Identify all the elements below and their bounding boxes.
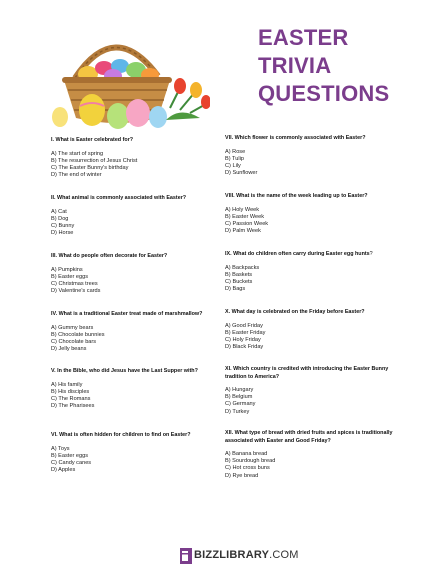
question-7	[225, 135, 400, 177]
footer-brand	[194, 549, 299, 561]
answer-option: D) The Pharisees	[51, 403, 95, 410]
question-title: VI. What is often hidden for children to find on Easter?	[51, 432, 191, 438]
answer-option: A) Toys	[51, 445, 70, 452]
answer-option: A) Rose	[225, 148, 246, 155]
answer-option: B) Belgium	[225, 394, 253, 401]
answer-options	[51, 267, 216, 296]
answer-option: D) Turkey	[225, 408, 250, 415]
answer-option: A) Pumpkins	[51, 266, 83, 273]
bizzlibrary-logo-icon	[180, 548, 192, 564]
question-2	[51, 195, 216, 237]
brand-name: BIZZLIBRARY	[194, 549, 270, 561]
answer-option: C) Lily	[225, 162, 241, 169]
question-8	[225, 193, 405, 235]
answer-option: A) The start of spring	[51, 150, 104, 157]
answer-options	[51, 382, 221, 411]
answer-option: B) The resurrection of Jesus Christ	[51, 157, 138, 164]
question-title: XI. Which country is credited with introducing the Easter Bunny tradition to America?	[225, 366, 389, 380]
answer-options	[225, 451, 393, 480]
answer-option: B) Chocolate bunnies	[51, 331, 105, 338]
answer-option: B) Easter Friday	[225, 329, 266, 336]
question-4	[51, 311, 221, 353]
answer-option: B) Easter eggs	[51, 273, 88, 280]
answer-option: A) Banana bread	[225, 451, 268, 457]
answer-option: D) Sunflower	[225, 170, 258, 177]
answer-option: D) Palm Week	[225, 228, 261, 235]
question-title: XII. What type of bread with dried fruits and spices is traditionally associated with Easter and Good Friday?	[225, 430, 393, 444]
question-9	[225, 251, 405, 293]
question-12	[225, 430, 393, 480]
answer-option: B) Sourdough bread	[225, 458, 276, 465]
answer-options	[225, 207, 405, 236]
answer-option: A) Backpacks	[225, 264, 260, 271]
question-title: VIII. What is the name of the week leading up to Easter?	[225, 193, 368, 199]
easter-basket-image	[30, 18, 210, 133]
answer-option: C) The Easter Bunny's birthday	[51, 164, 129, 171]
question-title: III. What do people often decorate for Easter?	[51, 253, 168, 259]
answer-option: B) Dog	[51, 215, 69, 222]
answer-option: A) Cat	[51, 208, 67, 215]
answer-option: C) Passion Week	[225, 220, 269, 227]
question-title: VII. Which flower is commonly associated with Easter?	[225, 135, 366, 141]
answer-option: C) Holy Friday	[225, 336, 261, 343]
answer-options	[225, 387, 393, 416]
title-line-1: EASTER TRIVIA	[258, 25, 349, 78]
brand-domain: .COM	[269, 549, 299, 561]
answer-option: B) Baskets	[225, 271, 253, 278]
answer-options	[51, 151, 216, 180]
question-title-text: IX. What do children often carry during Easter egg hunts	[225, 251, 370, 257]
answer-option: A) His family	[51, 381, 83, 388]
answer-option: C) Chocolate bars	[51, 338, 97, 345]
answer-option: B) Easter Week	[225, 213, 265, 220]
answer-option: B) His disciples	[51, 388, 90, 395]
answer-option: B) Tulip	[225, 155, 244, 162]
question-title: IV. What is a traditional Easter treat made of marshmallow?	[51, 311, 203, 317]
question-3	[51, 253, 216, 295]
answer-option: C) Hot cross buns	[225, 465, 270, 472]
answer-option: D) Valentine's cards	[51, 288, 101, 295]
answer-options	[225, 265, 405, 294]
question-title: I. What is Easter celebrated for?	[51, 137, 134, 143]
answer-options	[51, 209, 216, 238]
answer-option: D) Apples	[51, 467, 76, 474]
question-title: II. What animal is commonly associated with Easter?	[51, 195, 187, 201]
answer-options	[51, 325, 221, 354]
answer-option: C) Candy canes	[51, 459, 92, 466]
answer-option: D) Horse	[51, 230, 74, 237]
answer-option: B) Easter eggs	[51, 452, 88, 459]
answer-option: C) The Romans	[51, 395, 91, 402]
question-title: X. What day is celebrated on the Friday before Easter?	[225, 309, 365, 315]
question-title: V. In the Bible, who did Jesus have the Last Supper with?	[51, 368, 198, 374]
answer-option: C) Germany	[225, 401, 256, 408]
answer-options	[51, 446, 221, 475]
question-title	[225, 251, 405, 259]
answer-option: C) Christmas trees	[51, 280, 98, 287]
title-line-2: QUESTIONS	[258, 81, 390, 106]
answer-option: D) Bags	[225, 286, 246, 293]
answer-option: A) Gummy bears	[51, 324, 94, 331]
answer-options	[225, 323, 405, 352]
question-6	[51, 432, 221, 474]
answer-options	[225, 149, 400, 178]
answer-option: A) Hungary	[225, 387, 254, 393]
question-10	[225, 309, 405, 351]
question-title-suffix: ?	[369, 251, 373, 257]
answer-option: D) The end of winter	[51, 172, 102, 179]
answer-option: C) Buckets	[225, 278, 253, 285]
answer-option: A) Good Friday	[225, 322, 263, 329]
question-1	[51, 137, 216, 179]
question-5	[51, 368, 221, 410]
page-title	[258, 24, 428, 108]
question-11	[225, 366, 393, 416]
answer-option: C) Bunny	[51, 222, 75, 229]
answer-option: D) Black Friday	[225, 344, 264, 351]
answer-option: A) Holy Week	[225, 206, 260, 213]
answer-option: D) Rye bread	[225, 472, 259, 479]
answer-option: D) Jelly beans	[51, 346, 87, 353]
